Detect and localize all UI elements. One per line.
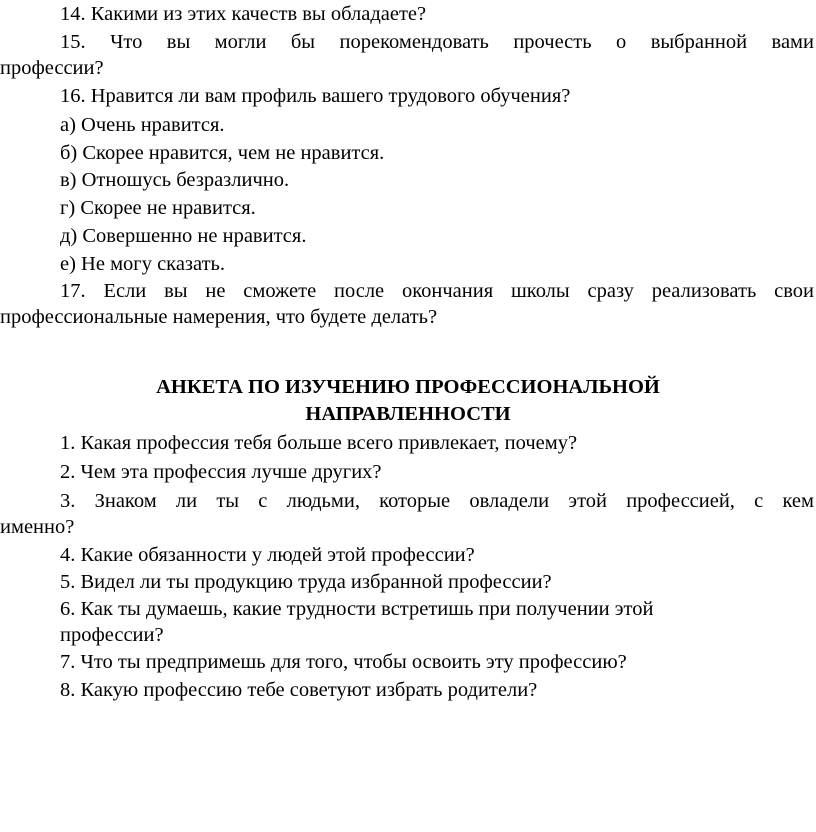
answer-option-g: г) Скорее не нравится. xyxy=(60,197,256,219)
survey-question-6-line1: 6. Как ты думаешь, какие трудности встретишь при получении этой xyxy=(60,598,654,620)
survey-question-3-line2: именно? xyxy=(0,516,75,538)
question-16: 16. Нравится ли вам профиль вашего трудового обучения? xyxy=(60,85,571,107)
answer-option-d: д) Совершенно не нравится. xyxy=(60,225,307,247)
survey-question-7: 7. Что ты предпримешь для того, чтобы освоить эту профессию? xyxy=(60,651,627,673)
question-15-line1: 15. Что вы могли бы порекомендовать прочесть о выбранной вами xyxy=(60,31,814,53)
question-17-line2: профессиональные намерения, что будете делать? xyxy=(0,306,438,328)
question-15-line2: профессии? xyxy=(0,57,104,79)
question-17-line1: 17. Если вы не сможете после окончания школы сразу реализовать свои xyxy=(60,280,814,302)
answer-option-a: а) Очень нравится. xyxy=(60,114,225,136)
survey-question-8: 8. Какую профессию тебе советуют избрать родители? xyxy=(60,679,538,701)
survey-question-3-line1: 3. Знаком ли ты с людьми, которые овладели этой профессией, с кем xyxy=(60,490,814,512)
question-14: 14. Какими из этих качеств вы обладаете? xyxy=(60,3,427,25)
survey-question-2: 2. Чем эта профессия лучше других? xyxy=(60,461,382,483)
answer-option-b: б) Скорее нравится, чем не нравится. xyxy=(60,142,385,164)
survey-title-line1: АНКЕТА ПО ИЗУЧЕНИЮ ПРОФЕССИОНАЛЬНОЙ xyxy=(156,376,660,398)
survey-question-5: 5. Видел ли ты продукцию труда избранной профессии? xyxy=(60,571,552,593)
answer-option-e: е) Не могу сказать. xyxy=(60,253,226,275)
survey-question-4: 4. Какие обязанности у людей этой профессии? xyxy=(60,544,475,566)
survey-title-line2: НАПРАВЛЕННОСТИ xyxy=(305,403,511,425)
answer-option-v: в) Отношусь безразлично. xyxy=(60,169,290,191)
survey-question-6-line2: профессии? xyxy=(60,624,164,646)
survey-question-1: 1. Какая профессия тебя больше всего привлекает, почему? xyxy=(60,432,578,454)
